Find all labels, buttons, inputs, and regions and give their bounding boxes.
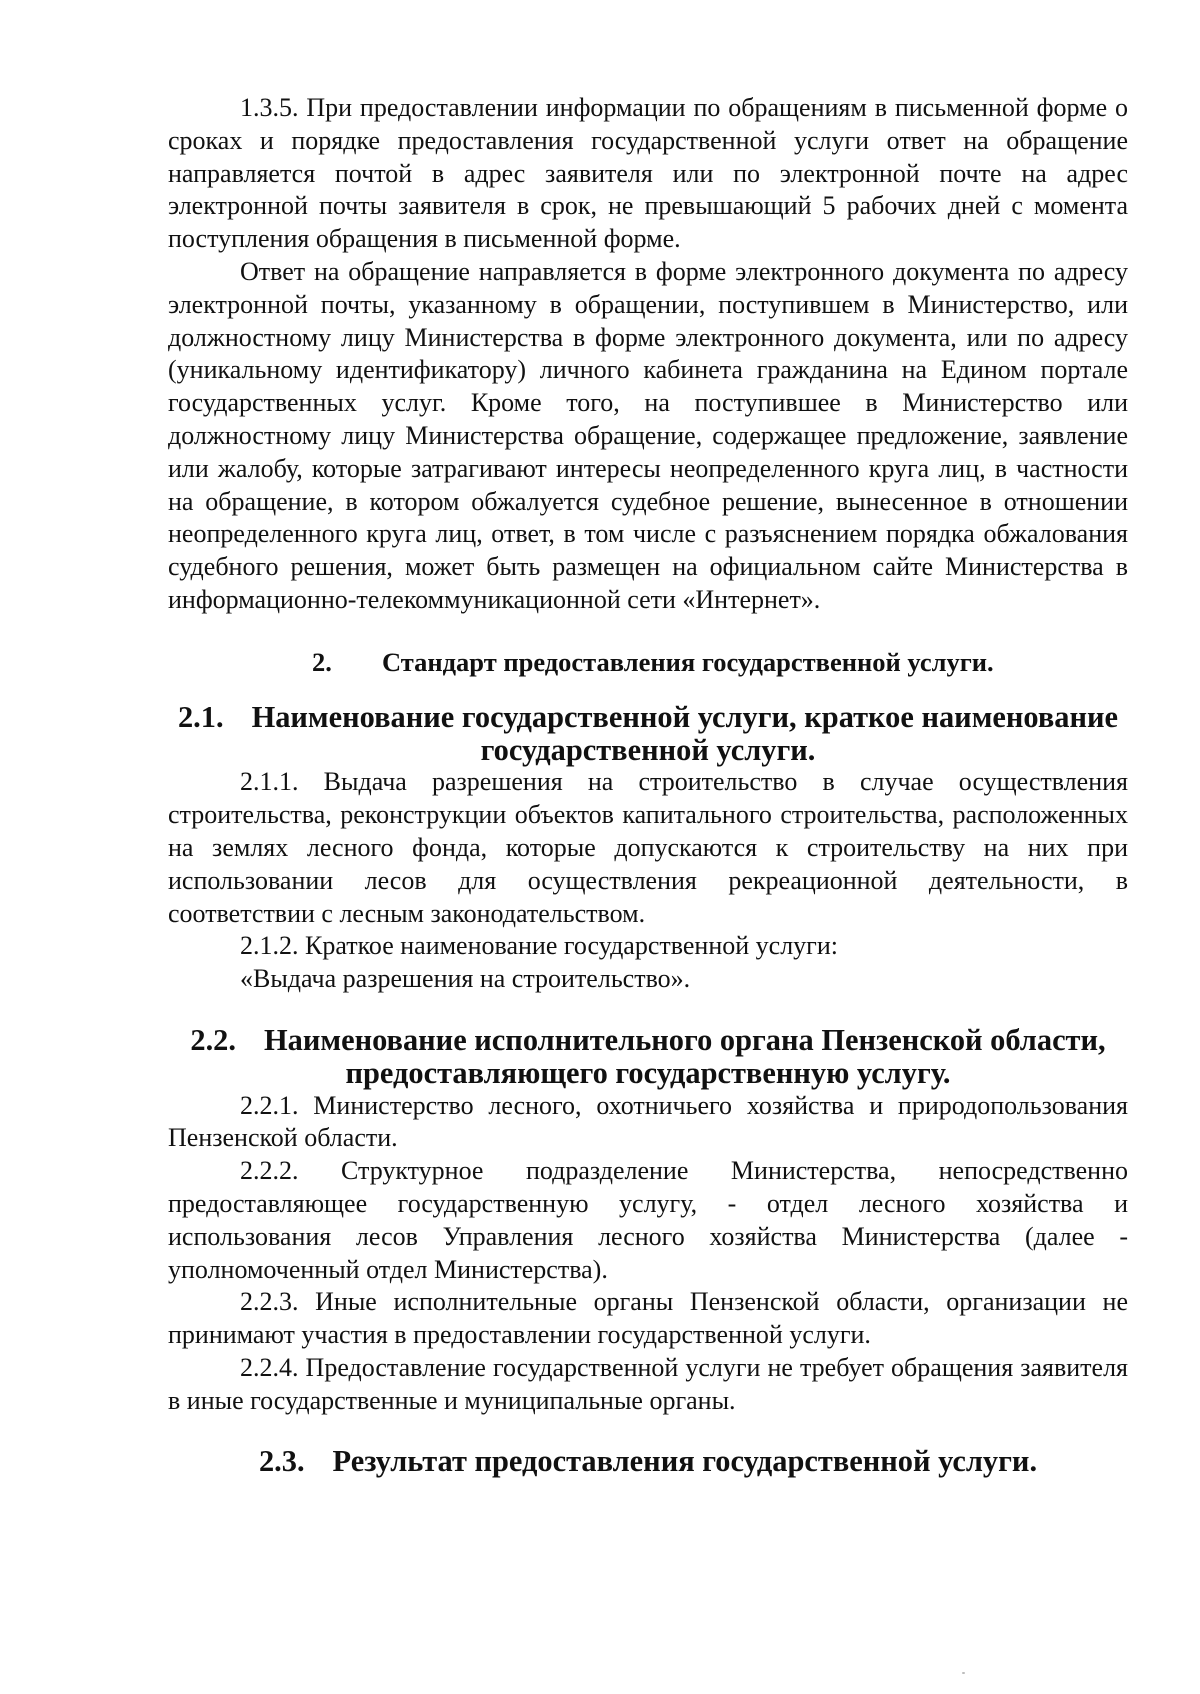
subsection-2-2-number: 2.2.: [190, 1022, 236, 1057]
subsection-2-1-heading: [168, 701, 1128, 767]
subsection-2-2-heading: [168, 1024, 1128, 1090]
subsection-2-1-line1: [168, 701, 1128, 734]
subsection-2-3-heading: [168, 1445, 1128, 1478]
spacer: [168, 1417, 1128, 1445]
subsection-2-1-title-line2: государственной услуги.: [480, 732, 816, 767]
paragraph-1-3-5: 1.3.5. При предоставлении информации по обращениям в письменной форме о сроках и порядке предоставления государственной услуги ответ на обращение направляется почтой в адрес заявителя или по электронной почте на адрес электронной почты заявителя в срок, не превышающий 5 рабочих дней с момента поступления обращения в письменной форме.: [168, 93, 1128, 254]
paragraph-2-2-2: 2.2.2. Структурное подразделение Министерства, непосредственно предоставляющее государственную услугу, - отдел лесного хозяйства и использования лесов Управления лесного хозяйства Министерства (далее - уполномоченный отдел Министерства).: [168, 1156, 1128, 1284]
document-page: [168, 92, 1128, 1478]
subsection-2-1-title-line1: Наименование государственной услуги, краткое наименование: [251, 699, 1119, 734]
subsection-2-1-number: 2.1.: [177, 699, 224, 734]
paragraph-2-1-2: 2.1.2. Краткое наименование государственной услуги:: [240, 931, 838, 961]
section-2-heading: [168, 645, 1128, 679]
spacer: [168, 617, 1128, 645]
scan-artifact: [962, 1672, 965, 1674]
spacer: [168, 679, 1128, 701]
section-2-title: Стандарт предоставления государственной услуги.: [382, 646, 994, 677]
subsection-2-2-title-line1: Наименование исполнительного органа Пензенской области,: [263, 1022, 1106, 1057]
short-service-name: «Выдача разрешения на строительство».: [240, 964, 691, 994]
paragraph-2-2-3: 2.2.3. Иные исполнительные органы Пензенской области, организации не принимают участия в предоставлении государственной услуги.: [168, 1287, 1128, 1350]
paragraph-2-2-4: 2.2.4. Предоставление государственной услуги не требует обращения заявителя в иные государственные и муниципальные органы.: [168, 1352, 1128, 1415]
subsection-2-2-line1: [168, 1024, 1128, 1057]
paragraph-2-2-1: 2.2.1. Министерство лесного, охотничьего хозяйства и природопользования Пензенской области.: [168, 1090, 1128, 1153]
subsection-2-3-title: Результат предоставления государственной услуги.: [332, 1444, 1038, 1479]
subsection-2-3-number: 2.3.: [258, 1444, 305, 1479]
spacer: [168, 996, 1128, 1024]
section-2-number: 2.: [312, 646, 332, 677]
subsection-2-2-title-line2: предоставляющего государственную услугу.: [345, 1055, 951, 1090]
paragraph-response-form: Ответ на обращение направляется в форме электронного документа по адресу электронной почты, указанному в обращении, поступившем в Министерство, или должностному лицу Министерства в форме электронного документа, или по адресу (уникальному идентификатору) личного кабинета гражданина на Едином портале государственных услуг. Кроме того, на поступившее в Министерство или должностному лицу Министерства обращение, содержащее предложение, заявление или жалобу, которые затрагивают интересы неопределенного круга лиц, в частности на обращение, в котором обжалуется судебное решение, вынесенное в отношении неопределенного круга лиц, ответ, в том числе с разъяснением порядка обжалования судебного решения, может быть размещен на официальном сайте Министерства в информационно-телекоммуникационной сети «Интернет».: [168, 256, 1128, 614]
paragraph-2-1-1: 2.1.1. Выдача разрешения на строительство в случае осуществления строительства, реконструкции объектов капитального строительства, расположенных на землях лесного фонда, которые допускаются к строительству на них при использовании лесов для осуществления рекреационной деятельности, в соответствии с лесным законодательством.: [168, 767, 1128, 928]
